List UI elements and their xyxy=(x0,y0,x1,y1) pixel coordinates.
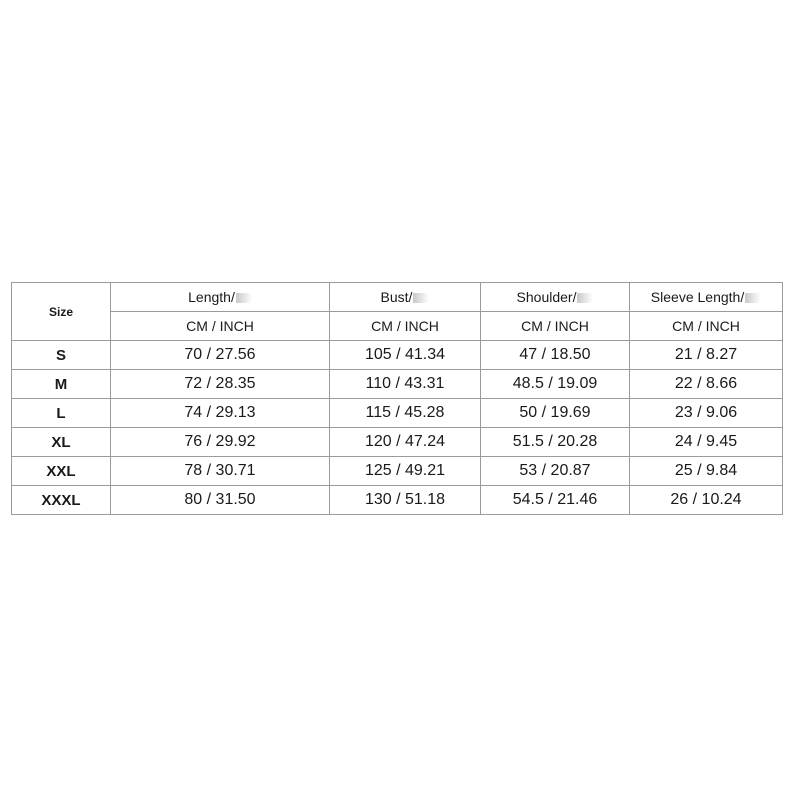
shoulder-cell: 51.5 / 20.28 xyxy=(481,428,630,457)
size-chart-table xyxy=(11,282,783,515)
sleeve-length-cell: 26 / 10.24 xyxy=(630,486,783,515)
length-cell: 78 / 30.71 xyxy=(111,457,330,486)
sleeve-length-cell: 22 / 8.66 xyxy=(630,370,783,399)
sleeve-length-unit-label: CM / INCH xyxy=(630,312,783,341)
table-row xyxy=(12,370,783,399)
size-cell: XXL xyxy=(12,457,111,486)
shoulder-cell: 50 / 19.69 xyxy=(481,399,630,428)
table-row xyxy=(12,486,783,515)
sleeve-length-column-header xyxy=(630,283,783,312)
shoulder-unit-label: CM / INCH xyxy=(481,312,630,341)
length-cell: 76 / 29.92 xyxy=(111,428,330,457)
bust-cell: 110 / 43.31 xyxy=(330,370,481,399)
size-cell: S xyxy=(12,341,111,370)
size-cell: M xyxy=(12,370,111,399)
bust-unit-label: CM / INCH xyxy=(330,312,481,341)
shoulder-header-label: Shoulder/ xyxy=(516,289,577,305)
bust-cell: 115 / 45.28 xyxy=(330,399,481,428)
shoulder-column-header xyxy=(481,283,630,312)
table-row xyxy=(12,457,783,486)
shoulder-cell: 47 / 18.50 xyxy=(481,341,630,370)
bust-cell: 105 / 41.34 xyxy=(330,341,481,370)
faded-text-fragment xyxy=(236,293,252,303)
sleeve-length-cell: 25 / 9.84 xyxy=(630,457,783,486)
length-column-header xyxy=(111,283,330,312)
size-column-header: Size xyxy=(12,283,111,341)
shoulder-cell: 54.5 / 21.46 xyxy=(481,486,630,515)
header-row xyxy=(12,283,783,312)
size-cell: L xyxy=(12,399,111,428)
bust-cell: 130 / 51.18 xyxy=(330,486,481,515)
bust-cell: 120 / 47.24 xyxy=(330,428,481,457)
faded-text-fragment xyxy=(577,293,593,303)
unit-row xyxy=(12,312,783,341)
faded-text-fragment xyxy=(745,293,761,303)
sleeve-length-cell: 24 / 9.45 xyxy=(630,428,783,457)
length-cell: 74 / 29.13 xyxy=(111,399,330,428)
shoulder-cell: 53 / 20.87 xyxy=(481,457,630,486)
sleeve-length-header-label: Sleeve Length/ xyxy=(650,289,745,305)
bust-header-label: Bust/ xyxy=(380,289,413,305)
size-cell: XXXL xyxy=(12,486,111,515)
bust-column-header xyxy=(330,283,481,312)
length-header-label: Length/ xyxy=(188,289,235,305)
shoulder-cell: 48.5 / 19.09 xyxy=(481,370,630,399)
sleeve-length-cell: 21 / 8.27 xyxy=(630,341,783,370)
table-row xyxy=(12,428,783,457)
bust-cell: 125 / 49.21 xyxy=(330,457,481,486)
table-row xyxy=(12,341,783,370)
length-unit-label: CM / INCH xyxy=(111,312,330,341)
faded-text-fragment xyxy=(413,293,429,303)
length-cell: 72 / 28.35 xyxy=(111,370,330,399)
length-cell: 70 / 27.56 xyxy=(111,341,330,370)
table-row xyxy=(12,399,783,428)
size-cell: XL xyxy=(12,428,111,457)
length-cell: 80 / 31.50 xyxy=(111,486,330,515)
sleeve-length-cell: 23 / 9.06 xyxy=(630,399,783,428)
